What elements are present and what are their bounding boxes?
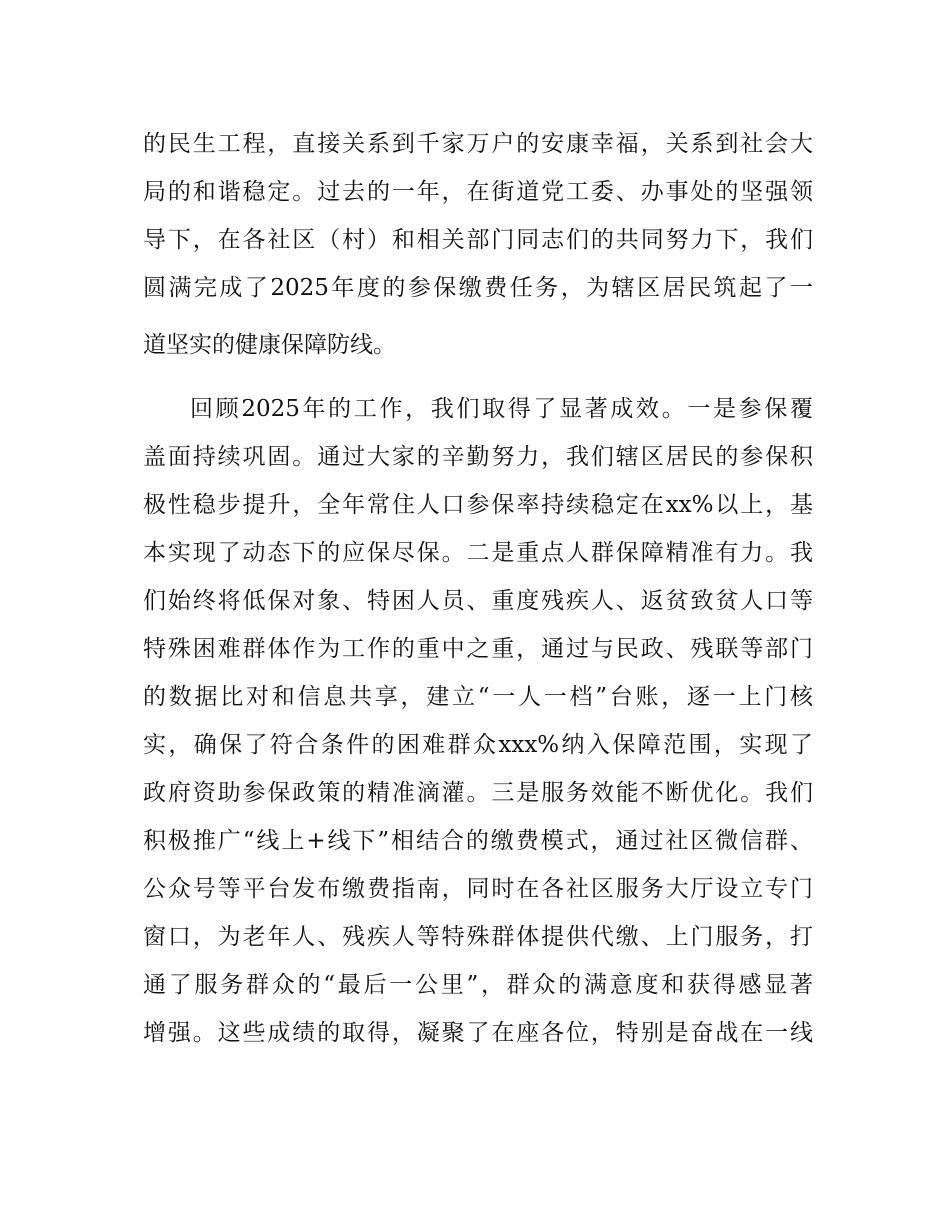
text-line: 的民生工程，直接关系到千家万户的安康幸福，关系到社会大 <box>143 131 813 157</box>
text-line: 导下，在各社区（村）和相关部门同志们的共同努力下，我们 <box>143 227 813 253</box>
text-line: 极性稳步提升，全年常住人口参保率持续稳定在xx%以上，基 <box>143 492 813 518</box>
text-line: 实，确保了符合条件的困难群众xxx%纳入保障范围，实现了 <box>143 732 813 758</box>
text-line: 特殊困难群体作为工作的重中之重，通过与民政、残联等部门 <box>143 636 813 662</box>
text-line: 盖面持续巩固。通过大家的辛勤努力，我们辖区居民的参保积 <box>143 444 813 470</box>
text-line: 本实现了动态下的应保尽保。二是重点人群保障精准有力。我 <box>143 540 813 566</box>
text-line: 公众号等平台发布缴费指南，同时在各社区服务大厅设立专门 <box>143 876 813 902</box>
text-line: 政府资助参保政策的精准滴灌。三是服务效能不断优化。我们 <box>143 780 813 806</box>
text-line: 通了服务群众的“最后一公里”，群众的满意度和获得感显著 <box>143 972 813 998</box>
text-line: 积极推广“线上+线下”相结合的缴费模式，通过社区微信群、 <box>143 828 813 854</box>
text-line: 们始终将低保对象、特困人员、重度残疾人、返贫致贫人口等 <box>143 588 813 614</box>
text-line: 道坚实的健康保障防线。 <box>143 332 396 358</box>
text-line: 圆满完成了2025年度的参保缴费任务，为辖区居民筑起了一 <box>143 275 813 301</box>
text-line: 的数据比对和信息共享，建立“一人一档”台账，逐一上门核 <box>143 684 813 710</box>
text-line: 局的和谐稳定。过去的一年，在街道党工委、办事处的坚强领 <box>143 179 813 205</box>
paragraph-first-line: 回顾2025年的工作，我们取得了显著成效。一是参保覆 <box>190 396 813 422</box>
text-line: 窗口，为老年人、残疾人等特殊群体提供代缴、上门服务，打 <box>143 924 813 950</box>
text-line: 增强。这些成绩的取得，凝聚了在座各位，特别是奋战在一线 <box>143 1020 813 1046</box>
